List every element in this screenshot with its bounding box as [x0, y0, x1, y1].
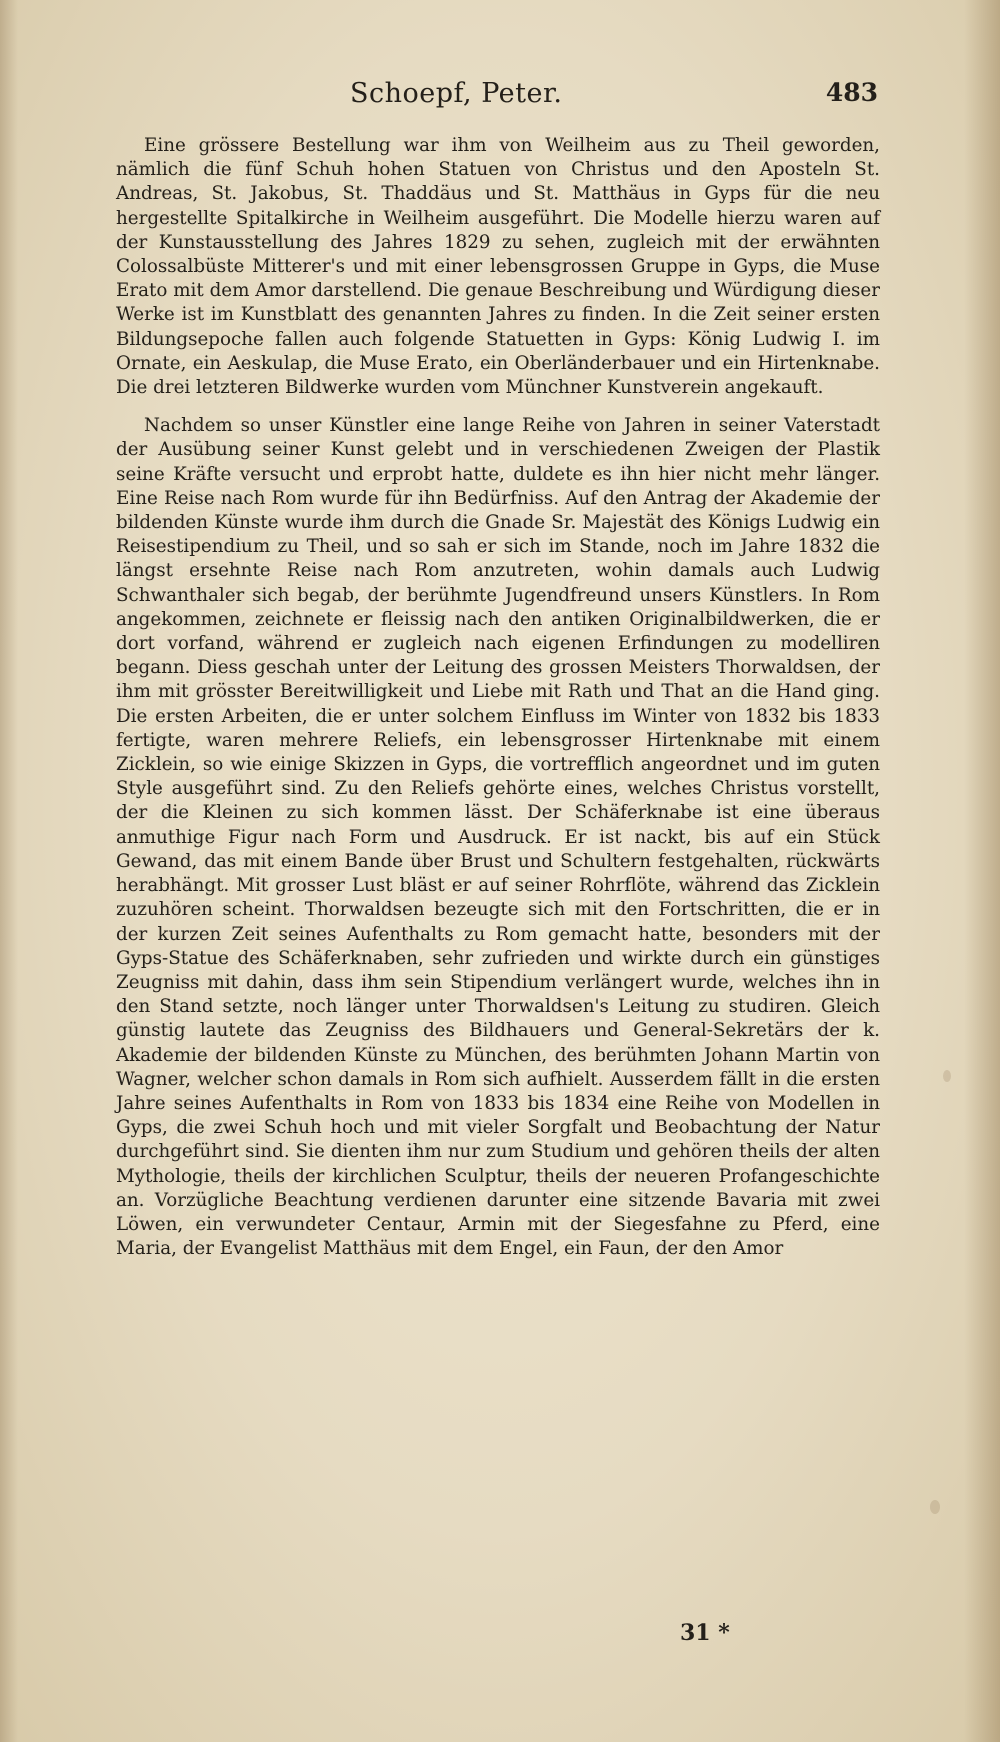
page-shadow-left	[0, 0, 18, 1742]
paragraph-2: Nachdem so unser Künstler eine lange Reihe von Jahren in seiner Vaterstadt der Ausübung seiner Kunst gelebt und in verschiedenen Zweigen der Plastik seine Kräfte versucht und erprobt hatte, duldete es ihn hier nicht mehr länger. Eine Reise nach Rom wurde für ihn Bedürfniss. Auf den Antrag der Akademie der bildenden Künste wurde ihm durch die Gnade Sr. Majestät des Königs Ludwig ein Reisestipendium zu Theil, und so sah er sich im Stande, noch im Jahre 1832 die längst ersehnte Reise nach Rom anzutreten, wohin damals auch Ludwig Schwanthaler sich begab, der berühmte Jugendfreund unsers Künstlers. In Rom angekommen, zeichnete er fleissig nach den antiken Originalbildwerken, die er dort vorfand, während er zugleich nach eigenen Erfindungen zu modelliren begann. Diess geschah unter der Leitung des grossen Meisters Thorwaldsen, der ihm mit grösster Bereitwilligkeit und Liebe mit Rath und That an die Hand ging. Die ersten Arbeiten, die er unter solchem Einfluss im Winter von 1832 bis 1833 fertigte, waren mehrere Reliefs, ein lebensgrosser Hirtenknabe mit einem Zicklein, so wie einige Skizzen in Gyps, die vortrefflich angeordnet und im guten Style ausgeführt sind. Zu den Reliefs gehörte eines, welches Christus vorstellt, der die Kleinen zu sich kommen lässt. Der Schäferknabe ist eine überaus anmuthige Figur nach Form und Ausdruck. Er ist nackt, bis auf ein Stück Gewand, das mit einem Bande über Brust und Schultern festgehalten, rückwärts herabhängt. Mit grosser Lust bläst er auf seiner Rohrflöte, während das Zicklein zuzuhören scheint. Thorwaldsen bezeugte sich mit den Fortschritten, die er in der kurzen Zeit seines Aufenthalts zu Rom gemacht hatte, besonders mit der Gyps-Statue des Schäferknaben, sehr zufrieden und wirkte durch ein günstiges Zeugniss mit dahin, dass ihm sein Stipendium verlängert wurde, welches ihn in den Stand setzte, noch länger unter Thorwaldsen's Leitung zu studiren. Gleich günstig lautete das Zeugniss des Bildhauers und General-Sekretärs der k. Akademie der bildenden Künste zu München, des berühmten Johann Martin von Wagner, welcher schon damals in Rom sich aufhielt. Ausserdem fällt in die ersten Jahre seines Aufenthalts in Rom von 1833 bis 1834 eine Reihe von Modellen in Gyps, die zwei Schuh hoch und mit vieler Sorgfalt und Beobachtung der Natur durchgeführt sind. Sie dienten ihm nur zum Studium und gehören theils der alten Mythologie, theils der kirchlichen Sculptur, theils der neueren Profangeschichte an. Vorzügliche Beachtung verdienen darunter eine sitzende Bavaria mit zwei Löwen, ein verwundeter Centaur, Armin mit der Siegesfahne zu Pferd, eine Maria, der Evangelist Matthäus mit dem Engel, ein Faun, der den Amor	[116, 415, 880, 1260]
page-shadow-right	[964, 0, 1000, 1742]
paper-stain	[930, 1500, 940, 1514]
page-number: 483	[825, 78, 878, 107]
paper-stain	[943, 1070, 951, 1082]
page-header	[118, 78, 878, 118]
body-text	[116, 134, 880, 1261]
paragraph-1: Eine grössere Bestellung war ihm von Weilheim aus zu Theil geworden, nämlich die fünf Schuh hohen Statuen von Christus und den Aposteln St. Andreas, St. Jakobus, St. Thaddäus und St. Matthäus in Gyps für die neu hergestellte Spitalkirche in Weilheim ausgeführt. Die Modelle hierzu waren auf der Kunstausstellung des Jahres 1829 zu sehen, zugleich mit der erwähnten Colossalbüste Mitterer's und mit einer lebensgrossen Gruppe in Gyps, die Muse Erato mit dem Amor darstellend. Die genaue Beschreibung und Würdigung dieser Werke ist im Kunstblatt des genannten Jahres zu finden. In die Zeit seiner ersten Bildungsepoche fallen auch folgende Statuetten in Gyps: König Ludwig I. im Ornate, ein Aeskulap, die Muse Erato, ein Oberländerbauer und ein Hirtenknabe. Die drei letzteren Bildwerke wurden vom Münchner Kunstverein angekauft.	[116, 135, 880, 399]
signature-mark: 31 *	[680, 1620, 730, 1646]
running-head: Schoepf, Peter.	[350, 78, 563, 109]
